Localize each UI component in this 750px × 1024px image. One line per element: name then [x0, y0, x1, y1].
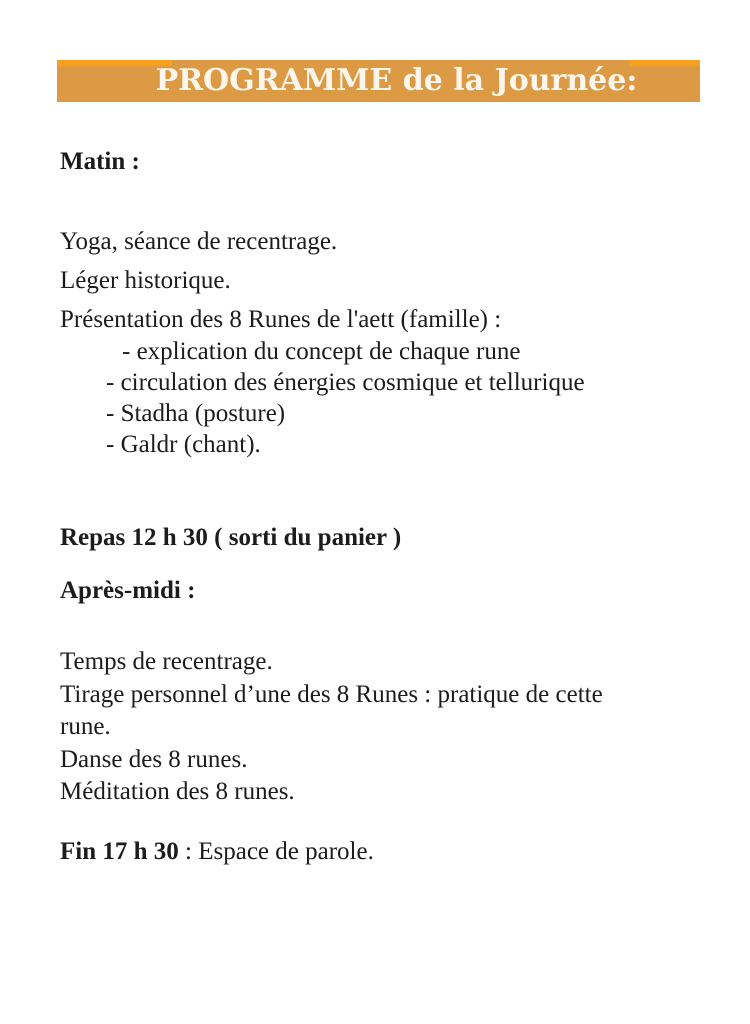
paragraph-presentation: Présentation des 8 Runes de l'aett (famille) : — [60, 306, 502, 333]
afternoon-paragraph — [60, 646, 730, 809]
list-item: - Stadha (posture) — [106, 400, 286, 427]
list-item: - circulation des énergies cosmique et tellurique — [106, 369, 585, 396]
afternoon-line: Danse des 8 runes. — [60, 745, 248, 773]
list-item: - Galdr (chant). — [106, 431, 261, 458]
closing-line — [60, 836, 730, 868]
title-bar — [57, 60, 700, 102]
afternoon-line: rune. — [60, 713, 111, 740]
afternoon-line: Tirage personnel d’une des 8 Runes : pratique de cette — [60, 680, 603, 708]
rune-dash-list — [60, 336, 730, 460]
closing-text: : Espace de parole. — [178, 838, 374, 865]
paragraph-yoga: Yoga, séance de recentrage. — [60, 228, 338, 255]
list-item: - explication du concept de chaque rune — [122, 338, 521, 365]
afternoon-line: Méditation des 8 runes. — [60, 778, 295, 805]
heading-apres-midi: Après-midi : — [60, 577, 196, 604]
afternoon-line: Temps de recentrage. — [60, 648, 273, 675]
paragraph-historique: Léger historique. — [60, 267, 231, 294]
page-title: PROGRAMME de la Journée: — [155, 63, 638, 98]
heading-matin: Matin : — [60, 148, 140, 175]
closing-time: Fin 17 h 30 — [60, 838, 179, 865]
heading-repas: Repas 12 h 30 ( sorti du panier ) — [60, 524, 402, 551]
